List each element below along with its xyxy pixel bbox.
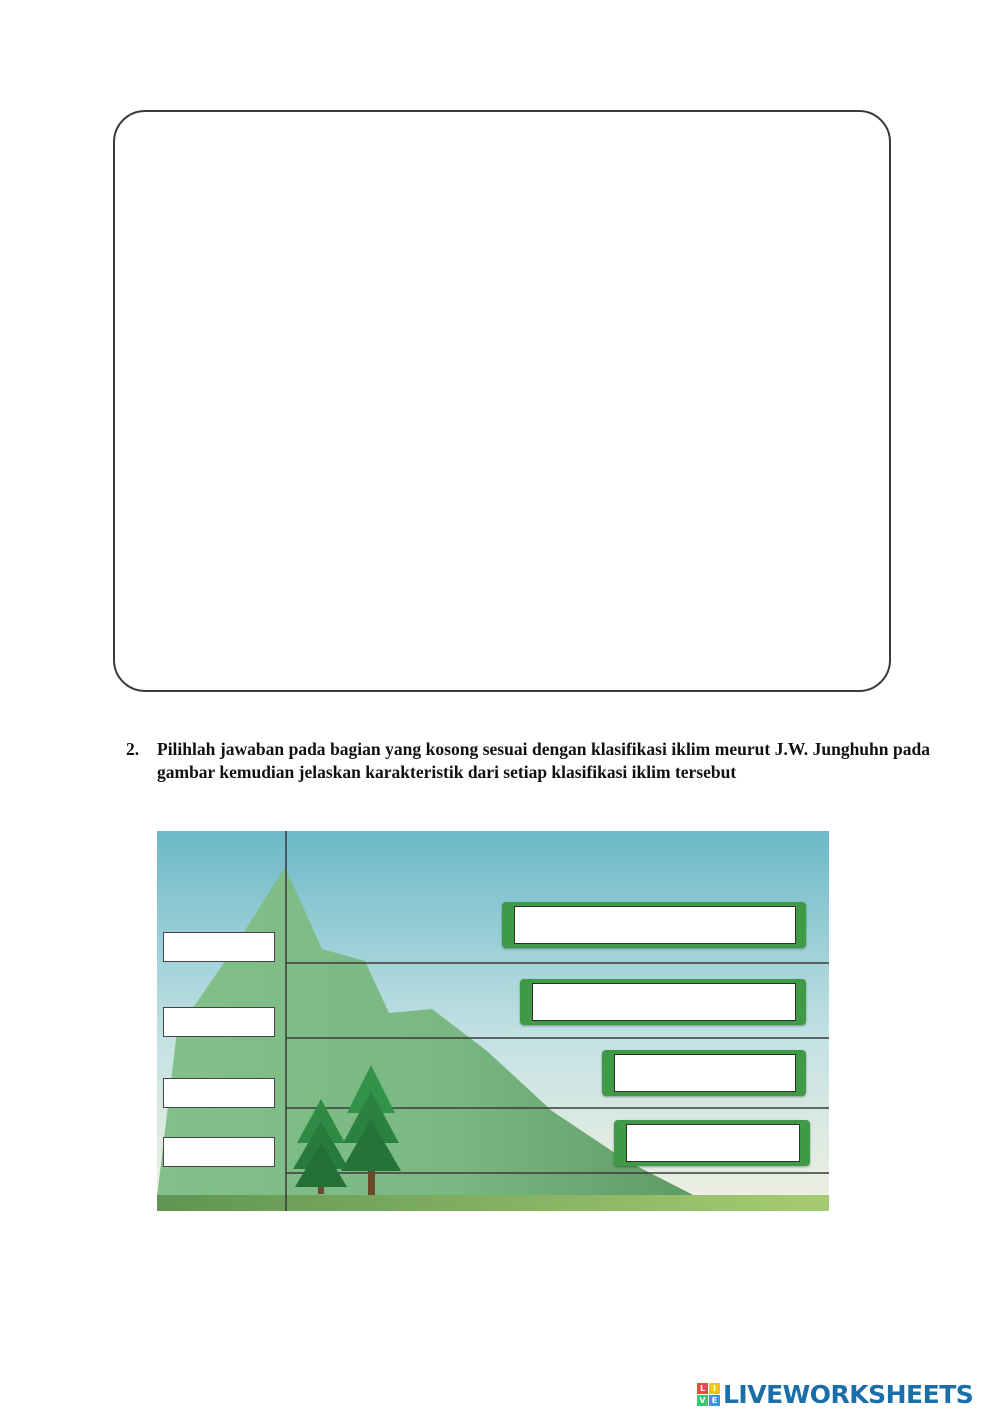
- zone-input-2[interactable]: [532, 983, 796, 1021]
- question-number: 2.: [126, 739, 140, 759]
- zone-input-3[interactable]: [614, 1054, 796, 1092]
- altitude-input-3[interactable]: [163, 1078, 275, 1108]
- logo-letter: E: [709, 1395, 720, 1406]
- altitude-input-1[interactable]: [163, 932, 275, 962]
- logo-text: LIVEWORKSHEETS: [723, 1379, 974, 1409]
- logo-letter: V: [697, 1395, 708, 1406]
- altitude-input-2[interactable]: [163, 1007, 275, 1037]
- altitude-input-4[interactable]: [163, 1137, 275, 1167]
- zone-field-4: [614, 1120, 810, 1166]
- question-text: Pilihlah jawaban pada bagian yang kosong sesuai dengan klasifikasi iklim meurut J.W. Junghuhn pada gambar kemudian jelaskan karakteristik dari setiap klasifikasi iklim tersebut: [157, 739, 930, 782]
- zone-field-3: [602, 1050, 806, 1096]
- zone-field-1: [502, 902, 806, 948]
- logo-letter: I: [709, 1383, 720, 1394]
- liveworksheets-logo: [697, 1378, 973, 1410]
- logo-letter: L: [697, 1383, 708, 1394]
- answer-area[interactable]: [113, 110, 891, 692]
- logo-mark-icon: [697, 1383, 720, 1406]
- zone-input-4[interactable]: [626, 1124, 800, 1162]
- zone-input-1[interactable]: [514, 906, 796, 944]
- zone-field-2: [520, 979, 806, 1025]
- question-2: [126, 738, 930, 784]
- climate-zone-diagram: [157, 831, 829, 1211]
